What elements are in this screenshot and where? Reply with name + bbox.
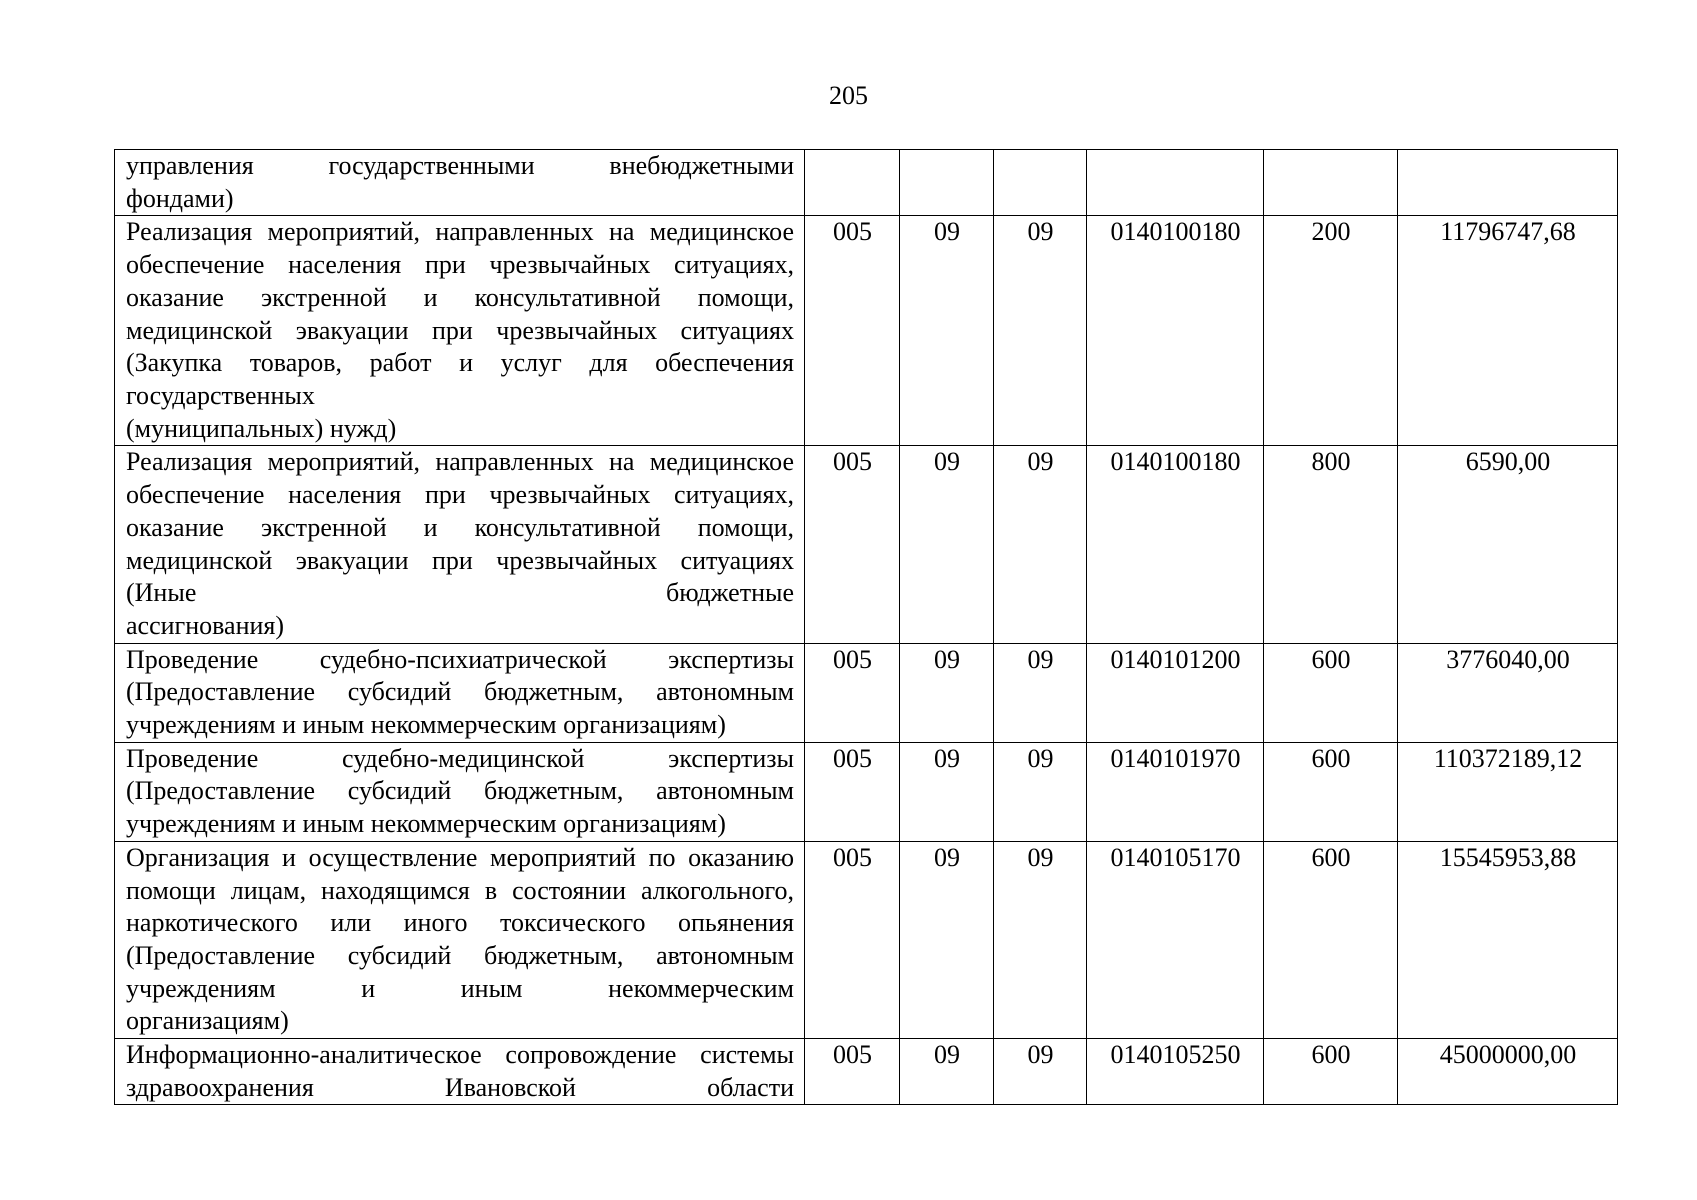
budget-table	[114, 149, 1618, 1105]
amount-cell: 45000000,00	[1398, 1039, 1618, 1105]
subsection-code-cell: 09	[994, 742, 1087, 841]
expense-type-cell: 600	[1264, 841, 1398, 1038]
amount-cell: 11796747,68	[1398, 216, 1618, 446]
table-row	[115, 841, 1618, 1038]
section-code-cell: 09	[900, 1039, 994, 1105]
table-row	[115, 216, 1618, 446]
description-cell	[115, 742, 805, 841]
ministry-code-cell: 005	[805, 446, 900, 643]
description-tail: учреждениям и иным некоммерческим организациям)	[126, 710, 726, 740]
page-number: 205	[829, 81, 868, 110]
description-cell	[115, 1039, 805, 1105]
subsection-code-cell: 09	[994, 216, 1087, 446]
target-article-cell: 0140100180	[1087, 216, 1264, 446]
target-article-cell: 0140100180	[1087, 446, 1264, 643]
table-body	[115, 150, 1618, 1105]
target-article-cell: 0140101200	[1087, 643, 1264, 742]
expense-type-cell: 600	[1264, 643, 1398, 742]
description-tail: организациям)	[126, 1006, 289, 1036]
table-row	[115, 150, 1618, 216]
description-cell	[115, 446, 805, 643]
subsection-code-cell: 09	[994, 643, 1087, 742]
ministry-code-cell: 005	[805, 1039, 900, 1105]
description-text: Организация и осуществление мероприятий по оказанию помощи лицам, находящимся в состоянии алкогольного, наркотического или иного токсического опьянения (Предоставление субсидий бюджетным, автономным учреждениям и иным некоммерческим	[126, 842, 794, 1003]
amount-cell: 3776040,00	[1398, 643, 1618, 742]
section-code-cell: 09	[900, 643, 994, 742]
description-cell	[115, 643, 805, 742]
description-cell	[115, 841, 805, 1038]
ministry-code-cell: 005	[805, 643, 900, 742]
section-code-cell: 09	[900, 216, 994, 446]
description-cell	[115, 216, 805, 446]
description-text: Реализация мероприятий, направленных на медицинское обеспечение населения при чрезвычайных ситуациях, оказание экстренной и консультативной помощи, медицинской эвакуации при чрезвычайных ситуациях (Иные бюджетные	[126, 447, 794, 608]
table-row	[115, 643, 1618, 742]
description-text: управления государственными внебюджетными	[126, 151, 794, 180]
target-article-cell: 0140101970	[1087, 742, 1264, 841]
table-row	[115, 1039, 1618, 1105]
description-text: Информационно-аналитическое сопровождение системы здравоохранения Ивановской области	[126, 1040, 794, 1102]
subsection-code-cell: 09	[994, 1039, 1087, 1105]
target-article-cell	[1087, 150, 1264, 216]
expense-type-cell: 800	[1264, 446, 1398, 643]
ministry-code-cell: 005	[805, 742, 900, 841]
target-article-cell: 0140105170	[1087, 841, 1264, 1038]
description-tail: учреждениям и иным некоммерческим организациям)	[126, 809, 726, 839]
description-tail: (муниципальных) нужд)	[126, 413, 397, 443]
subsection-code-cell: 09	[994, 446, 1087, 643]
section-code-cell	[900, 150, 994, 216]
subsection-code-cell	[994, 150, 1087, 216]
ministry-code-cell: 005	[805, 841, 900, 1038]
expense-type-cell: 200	[1264, 216, 1398, 446]
amount-cell: 6590,00	[1398, 446, 1618, 643]
table-row	[115, 742, 1618, 841]
expense-type-cell	[1264, 150, 1398, 216]
description-tail: ассигнования)	[126, 610, 285, 640]
amount-cell: 15545953,88	[1398, 841, 1618, 1038]
ministry-code-cell	[805, 150, 900, 216]
description-text: Реализация мероприятий, направленных на медицинское обеспечение населения при чрезвычайных ситуациях, оказание экстренной и консультативной помощи, медицинской эвакуации при чрезвычайных ситуациях (Закупка товаров, работ и услуг для обеспечения государственных	[126, 217, 794, 410]
section-code-cell: 09	[900, 446, 994, 643]
section-code-cell: 09	[900, 841, 994, 1038]
description-text: Проведение судебно-психиатрической экспертизы (Предоставление субсидий бюджетным, автономным	[126, 644, 794, 707]
description-cell	[115, 150, 805, 216]
expense-type-cell: 600	[1264, 742, 1398, 841]
subsection-code-cell: 09	[994, 841, 1087, 1038]
ministry-code-cell: 005	[805, 216, 900, 446]
expense-type-cell: 600	[1264, 1039, 1398, 1105]
description-text: Проведение судебно-медицинской экспертизы (Предоставление субсидий бюджетным, автономным	[126, 743, 794, 806]
description-tail: фондами)	[126, 183, 234, 213]
table-row	[115, 446, 1618, 643]
section-code-cell: 09	[900, 742, 994, 841]
amount-cell	[1398, 150, 1618, 216]
amount-cell: 110372189,12	[1398, 742, 1618, 841]
target-article-cell: 0140105250	[1087, 1039, 1264, 1105]
